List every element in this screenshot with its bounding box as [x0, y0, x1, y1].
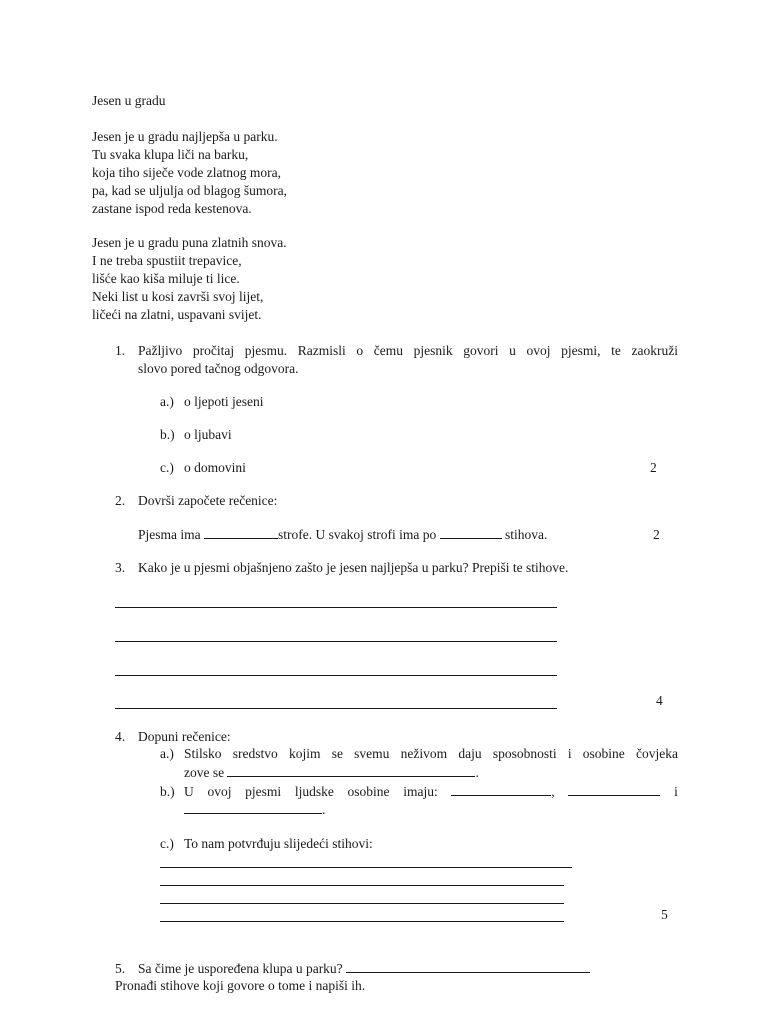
word: ovoj — [207, 784, 232, 799]
sentence-part: stihova. — [501, 527, 548, 542]
answer-line[interactable] — [115, 641, 557, 642]
poem-line: Neki list u kosi završi svoj lijet, — [92, 289, 264, 304]
poem-line: ličeći na zlatni, uspavani svijet. — [92, 307, 262, 322]
comma: , — [551, 784, 555, 799]
option-b-label[interactable]: b.) — [160, 427, 175, 442]
word: osobine — [347, 784, 390, 799]
answer-line[interactable] — [160, 921, 564, 922]
poem-line: Jesen je u gradu puna zlatnih snova. — [92, 235, 287, 250]
word: ljudske — [294, 784, 334, 799]
question-text: Dopuni rečenice: — [138, 729, 231, 744]
sub-a-text: Stilsko sredstvo kojim se svemu neživom daju sposobnosti i osobine čovjeka — [184, 746, 678, 761]
word: i — [674, 784, 678, 799]
sub-b-line — [184, 783, 678, 801]
answer-line[interactable] — [160, 903, 564, 904]
sub-c-text: To nam potvrđuju slijedeći stihovi: — [184, 836, 373, 851]
period: . — [475, 765, 479, 780]
word: U — [184, 784, 194, 799]
question-number: 3. — [115, 560, 126, 575]
poem-line: I ne treba spustiit trepavice, — [92, 253, 242, 268]
answer-line[interactable] — [115, 607, 557, 608]
word: imaju: — [403, 784, 438, 799]
answer-blank[interactable] — [440, 526, 502, 539]
question-text-line1 — [138, 960, 590, 978]
poem-line: pa, kad se uljulja od blagog šumora, — [92, 183, 287, 198]
option-a-text[interactable]: o ljepoti jeseni — [184, 394, 264, 409]
sub-b-label: b.) — [160, 784, 175, 799]
sub-a-prefix: zove se — [184, 765, 225, 780]
answer-blank[interactable] — [346, 960, 590, 973]
question-number: 5. — [115, 961, 126, 976]
sub-b-line2 — [184, 801, 325, 819]
poem-line: koja tiho siječe vode zlatnog mora, — [92, 165, 281, 180]
poem-line: Tu svaka klupa liči na barku, — [92, 147, 249, 162]
option-b-text[interactable]: o ljubavi — [184, 427, 232, 442]
sub-a-label: a.) — [160, 746, 174, 761]
question-text: Dovrši započete rečenice: — [138, 493, 278, 508]
option-c-label[interactable]: c.) — [160, 460, 174, 475]
points: 2 — [653, 527, 660, 542]
question-text-line2: Pronađi stihove koji govore o tome i napiši ih. — [115, 978, 366, 993]
poem-line: lišće kao kiša miluje ti lice. — [92, 271, 240, 286]
fill-in-sentence — [138, 526, 547, 544]
period: . — [322, 802, 326, 817]
word: pjesmi — [245, 784, 282, 799]
answer-line[interactable] — [160, 885, 564, 886]
answer-blank[interactable] — [204, 526, 278, 539]
points: 2 — [650, 460, 657, 475]
answer-blank[interactable] — [451, 783, 551, 796]
blank-group — [451, 783, 554, 801]
question-text: Kako je u pjesmi objašnjeno zašto je jesen najljepša u parku? Prepiši te stihove. — [138, 560, 569, 575]
sentence-part: strofe. U svakoj strofi ima po — [278, 527, 440, 542]
poem-line: zastane ispod reda kestenova. — [92, 201, 252, 216]
sub-a-text-line2 — [184, 764, 479, 782]
question-text: Pažljivo pročitaj pjesmu. Razmisli o čemu pjesnik govori u ovoj pjesmi, te zaokruži — [138, 343, 678, 358]
option-a-label[interactable]: a.) — [160, 394, 174, 409]
question-number: 2. — [115, 493, 126, 508]
answer-line[interactable] — [115, 675, 557, 676]
option-c-text[interactable]: o domovini — [184, 460, 246, 475]
poem-line: Jesen je u gradu najljepša u parku. — [92, 129, 278, 144]
points: 5 — [661, 907, 668, 922]
answer-blank[interactable] — [227, 764, 475, 777]
question-text: slovo pored tačnog odgovora. — [138, 361, 299, 376]
answer-line[interactable] — [115, 708, 557, 709]
question-number: 1. — [115, 343, 126, 358]
sub-c-label: c.) — [160, 836, 174, 851]
answer-line[interactable] — [160, 867, 572, 868]
question-text: Sa čime je uspoređena klupa u parku? — [138, 961, 343, 976]
sentence-part: Pjesma ima — [138, 527, 204, 542]
question-number: 4. — [115, 729, 126, 744]
page-title: Jesen u gradu — [92, 93, 166, 108]
answer-blank[interactable] — [184, 801, 322, 814]
points: 4 — [656, 693, 663, 708]
answer-blank[interactable] — [568, 783, 660, 796]
